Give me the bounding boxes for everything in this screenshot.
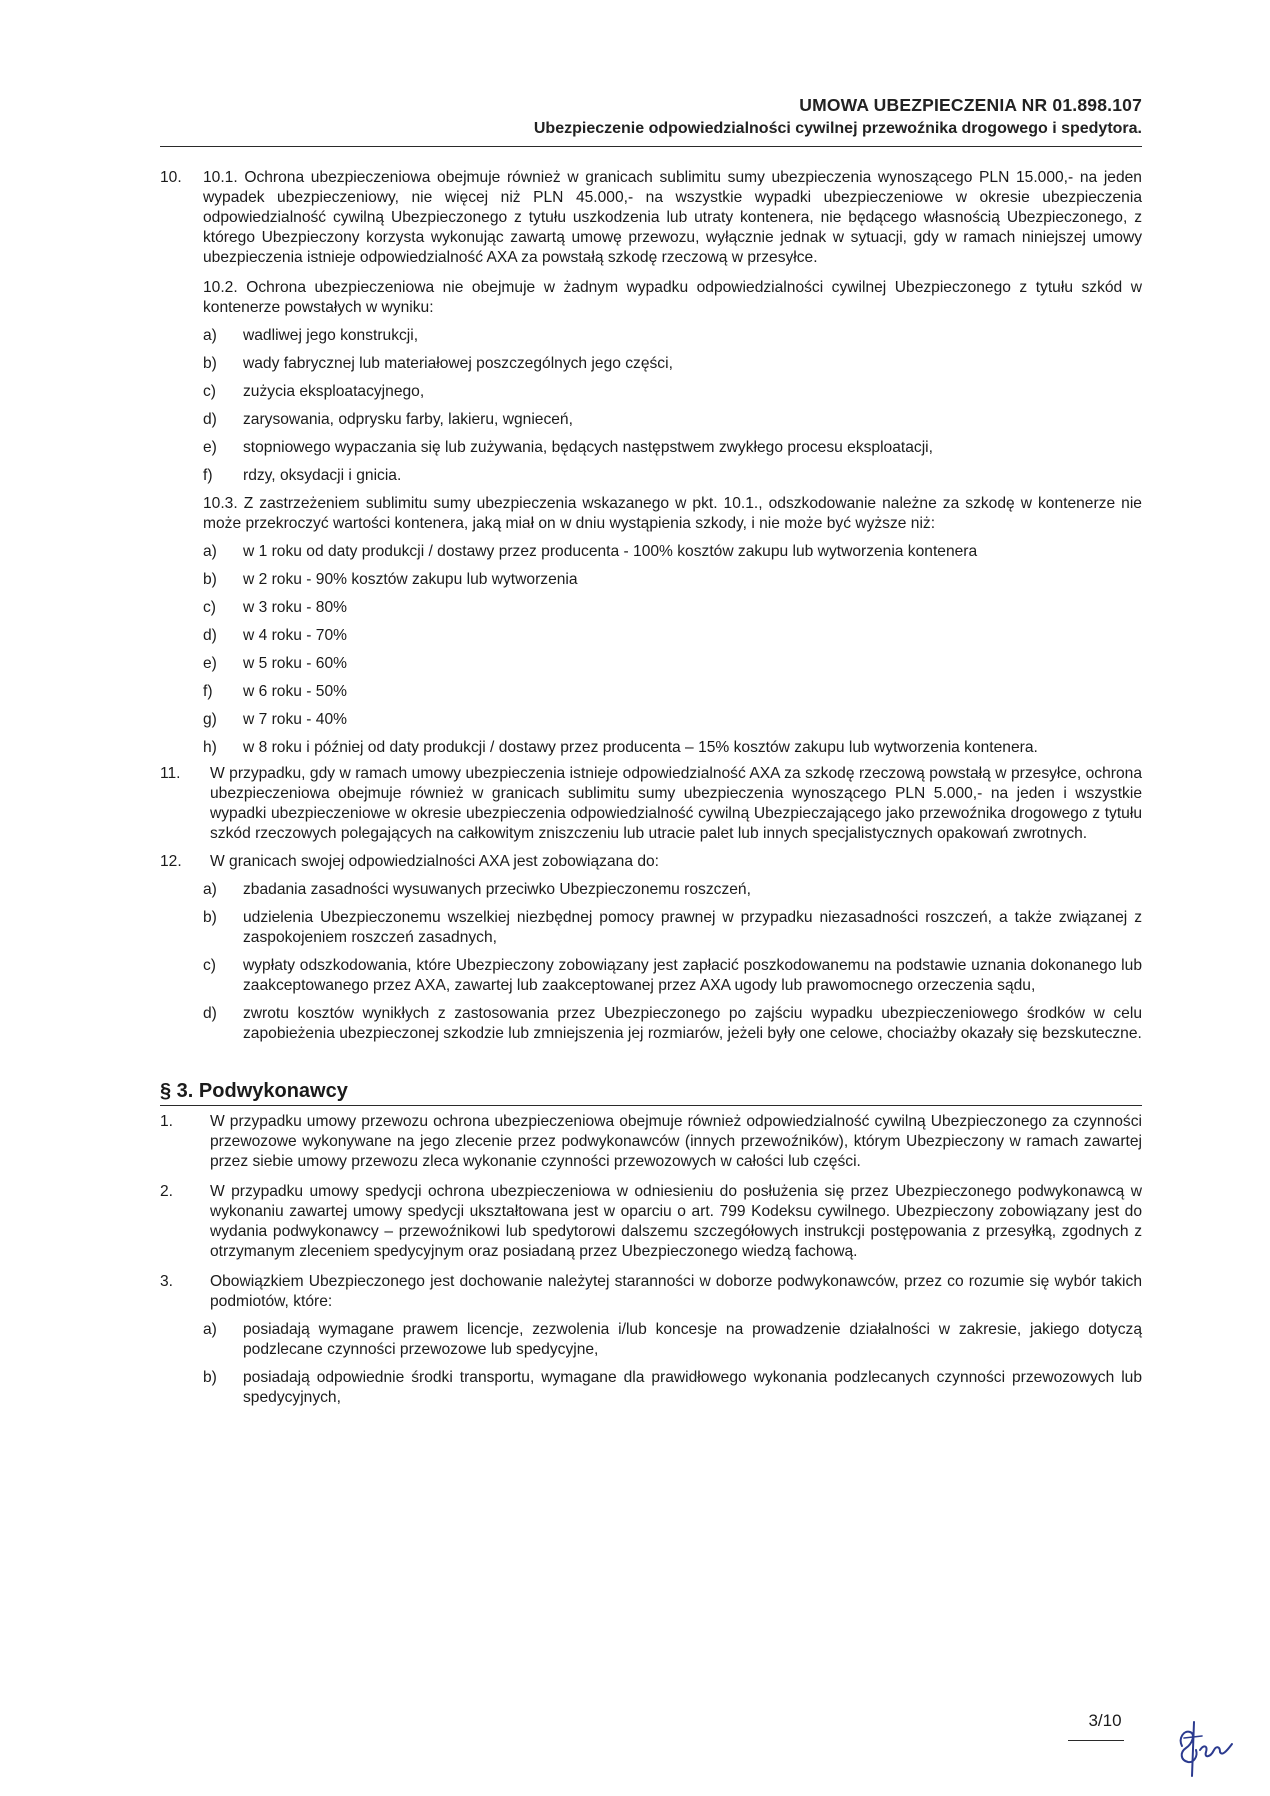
- list-item: [203, 598, 1142, 618]
- item-label: a): [203, 881, 217, 898]
- point-number: 11.: [160, 765, 181, 782]
- point-10-1: [203, 168, 1142, 268]
- document-body: [160, 168, 1142, 1408]
- subpoint-number: 10.3.: [203, 495, 238, 512]
- list-item: [203, 466, 1142, 486]
- item-label: b): [203, 1369, 217, 1386]
- point-11: [160, 764, 1142, 844]
- list-item: [203, 626, 1142, 646]
- item-text: zwrotu kosztów wynikłych z zastosowania przez Ubezpieczonego po zajściu wypadku ubezpieczeniowego środków w celu zapobieżenia ubezpieczonej szkodzie lub zmniejszenia jej rozmiarów, jeżeli były one celowe, chociażby okazały się bezskuteczne.: [243, 1005, 1142, 1042]
- page-header: [160, 93, 1142, 140]
- header-divider: [160, 146, 1142, 147]
- subpoint-number: 10.2.: [203, 279, 238, 296]
- list-item: [203, 1320, 1142, 1360]
- item-label: b): [203, 571, 217, 588]
- list-item: [203, 382, 1142, 402]
- signature-icon: [1168, 1716, 1240, 1780]
- item-label: a): [203, 327, 217, 344]
- point-text: W przypadku umowy przewozu ochrona ubezpieczeniowa obejmuje również odpowiedzialność cywilną Ubezpieczonego za czynności przewozowe wykonywane na jego zlecenie przez podwykonawców (innych przewoźników), którym Ubezpieczony w ramach zawartej przez siebie umowy przewozu zleca wykonanie czynności przewozowych w całości lub części.: [210, 1113, 1142, 1170]
- point-text: W granicach swojej odpowiedzialności AXA jest zobowiązana do:: [210, 853, 660, 870]
- subpoint-number: 10.1.: [203, 169, 238, 186]
- contract-subtitle: Ubezpieczenie odpowiedzialności cywilnej przewoźnika drogowego i spedytora.: [533, 120, 1142, 137]
- item-label: d): [203, 411, 217, 428]
- list-item: [203, 738, 1142, 758]
- list-item: [203, 1004, 1142, 1044]
- item-label: f): [203, 683, 213, 700]
- point-number: 2.: [160, 1183, 174, 1200]
- section-3-point-2: [160, 1182, 1142, 1262]
- subpoint-text: Ochrona ubezpieczeniowa nie obejmuje w żadnym wypadku odpowiedzialności cywilnej Ubezpieczonego z tytułu szkód w kontenerze powstałych w wyniku:: [203, 279, 1142, 316]
- axa-obligations-list: [160, 880, 1142, 1044]
- item-text: udzielenia Ubezpieczonemu wszelkiej niezbędnej pomocy prawnej w przypadku niezasadności roszczeń, a także związanej z zaspokojeniem roszczeń zasadnych,: [243, 909, 1142, 946]
- item-text: w 8 roku i później od daty produkcji / dostawy przez producenta – 15% kosztów zakupu lub wytworzenia kontenera.: [243, 739, 1038, 756]
- list-item: [203, 1368, 1142, 1408]
- depreciation-list: [160, 542, 1142, 758]
- item-text: zarysowania, odprysku farby, lakieru, wgnieceń,: [243, 411, 573, 428]
- list-item: [203, 682, 1142, 702]
- page-number: 3/10: [1088, 1711, 1122, 1730]
- item-label: h): [203, 739, 217, 756]
- list-item: [203, 710, 1142, 730]
- point-10-3: [203, 494, 1142, 534]
- item-label: b): [203, 355, 217, 372]
- item-text: zbadania zasadności wysuwanych przeciwko Ubezpieczonemu roszczeń,: [243, 881, 751, 898]
- list-item: [203, 654, 1142, 674]
- item-label: e): [203, 655, 217, 672]
- item-text: posiadają odpowiednie środki transportu, wymagane dla prawidłowego wykonania podzlecanych czynności przewozowych lub spedycyjnych,: [243, 1369, 1142, 1406]
- point-number: 12.: [160, 853, 182, 870]
- item-label: d): [203, 627, 217, 644]
- point-text: W przypadku, gdy w ramach umowy ubezpieczenia istnieje odpowiedzialność AXA za szkodę rzeczową powstałą w przesyłce, ochrona ubezpieczeniowa obejmuje również w granicach sublimitu sumy ubezpieczenia wynoszącego PLN 5.000,- na jeden i wszystkie wypadki ubezpieczeniowe w okresie ubezpieczenia odpowiedzialność cywilną Ubezpieczającego jako przewoźnika drogowego z tytułu szkód rzeczowych polegających na całkowitym zniszczeniu lub utracie palet lub innych specjalistycznych opakowań zwrotnych.: [210, 765, 1142, 842]
- item-text: w 3 roku - 80%: [243, 599, 348, 616]
- list-item: [203, 570, 1142, 590]
- item-label: c): [203, 599, 216, 616]
- item-label: f): [203, 467, 213, 484]
- item-text: w 4 roku - 70%: [243, 627, 348, 644]
- list-item: [203, 880, 1142, 900]
- point-10: [160, 168, 1142, 268]
- item-text: wypłaty odszkodowania, które Ubezpieczony zobowiązany jest zapłacić poszkodowanemu na podstawie uznania dokonanego lub zaakceptowanego przez AXA, zawartej lub zaakceptowanej przez AXA ugody lub prawomocnego orzeczenia sądu,: [243, 957, 1142, 994]
- list-item: [203, 326, 1142, 346]
- item-text: zużycia eksploatacyjnego,: [243, 383, 425, 400]
- point-12: [160, 852, 1142, 872]
- subcontractor-criteria-list: [160, 1320, 1142, 1408]
- item-text: stopniowego wypaczania się lub zużywania, będących następstwem zwykłego procesu eksploatacji,: [243, 439, 933, 456]
- item-text: w 6 roku - 50%: [243, 683, 348, 700]
- exclusions-list: [160, 326, 1142, 486]
- section-3-title: § 3. Podwykonawcy: [160, 1078, 1142, 1106]
- point-text: Obowiązkiem Ubezpieczonego jest dochowanie należytej staranności w doborze podwykonawców, przez co rozumie się wybór takich podmiotów, które:: [210, 1273, 1142, 1310]
- item-text: w 1 roku od daty produkcji / dostawy przez producenta - 100% kosztów zakupu lub wytworzenia kontenera: [243, 543, 978, 560]
- item-text: wady fabrycznej lub materiałowej poszczególnych jego części,: [243, 355, 673, 372]
- list-item: [203, 438, 1142, 458]
- point-number: 3.: [160, 1273, 174, 1290]
- section-3-point-1: [160, 1112, 1142, 1172]
- list-item: [203, 908, 1142, 948]
- point-10-2: [203, 278, 1142, 318]
- item-label: b): [203, 909, 217, 926]
- subpoint-text: Z zastrzeżeniem sublimitu sumy ubezpieczenia wskazanego w pkt. 10.1., odszkodowanie należne za szkodę w kontenerze nie może przekroczyć wartości kontenera, jaką miał on w dniu wystąpienia szkody, i nie może być wyższe niż:: [203, 495, 1142, 532]
- item-label: d): [203, 1005, 217, 1022]
- item-label: e): [203, 439, 217, 456]
- point-number: 10.: [160, 169, 182, 186]
- item-text: w 2 roku - 90% kosztów zakupu lub wytworzenia: [243, 571, 578, 588]
- list-item: [203, 542, 1142, 562]
- item-label: a): [203, 543, 217, 560]
- list-item: [203, 410, 1142, 430]
- item-label: c): [203, 957, 216, 974]
- item-label: c): [203, 383, 216, 400]
- subpoint-text: Ochrona ubezpieczeniowa obejmuje również w granicach sublimitu sumy ubezpieczenia wynoszącego PLN 15.000,- na jeden wypadek ubezpieczeniowy, nie więcej niż PLN 45.000,- na wszystkie wypadki ubezpieczeniowe w okresie ubezpieczenia odpowiedzialność cywilną Ubezpieczonego z tytułu uszkodzenia lub utraty kontenera, nie będącego własnością Ubezpieczonego, z którego Ubezpieczony korzysta wykonując zawartą umowę przewozu, wyłącznie jednak w sytuacji, gdy w ramach niniejszej umowy ubezpieczenia istnieje odpowiedzialność AXA za powstałą szkodę rzeczową w przesyłce.: [203, 169, 1142, 266]
- contract-number-title: UMOWA UBEZPIECZENIA NR 01.898.107: [799, 95, 1142, 115]
- page-number-underline: [1068, 1740, 1124, 1741]
- list-item: [203, 956, 1142, 996]
- item-text: w 7 roku - 40%: [243, 711, 348, 728]
- item-text: wadliwej jego konstrukcji,: [243, 327, 419, 344]
- item-label: a): [203, 1321, 217, 1338]
- item-text: w 5 roku - 60%: [243, 655, 348, 672]
- section-3-point-3: [160, 1272, 1142, 1312]
- list-item: [203, 354, 1142, 374]
- item-text: rdzy, oksydacji i gnicia.: [243, 467, 402, 484]
- point-number: 1.: [160, 1113, 174, 1130]
- item-label: g): [203, 711, 217, 728]
- point-text: W przypadku umowy spedycji ochrona ubezpieczeniowa w odniesieniu do posłużenia się przez Ubezpieczonego podwykonawcą w wykonaniu zawartej umowy spedycji ukształtowana jest w oparciu o art. 799 Kodeksu cywilnego. Ubezpieczony zobowiązany jest do wydania podwykonawcy – przewoźnikowi lub spedytorowi dalszemu szczegółowych instrukcji postępowania z przesyłką, zgodnych z otrzymanym zleceniem spedycyjnym oraz posiadaną przez Ubezpieczonego wiedzą fachową.: [210, 1183, 1142, 1260]
- item-text: posiadają wymagane prawem licencje, zezwolenia i/lub koncesje na prowadzenie działalności w zakresie, jakiego dotyczą podzlecane czynności przewozowe lub spedycyjne,: [243, 1321, 1142, 1358]
